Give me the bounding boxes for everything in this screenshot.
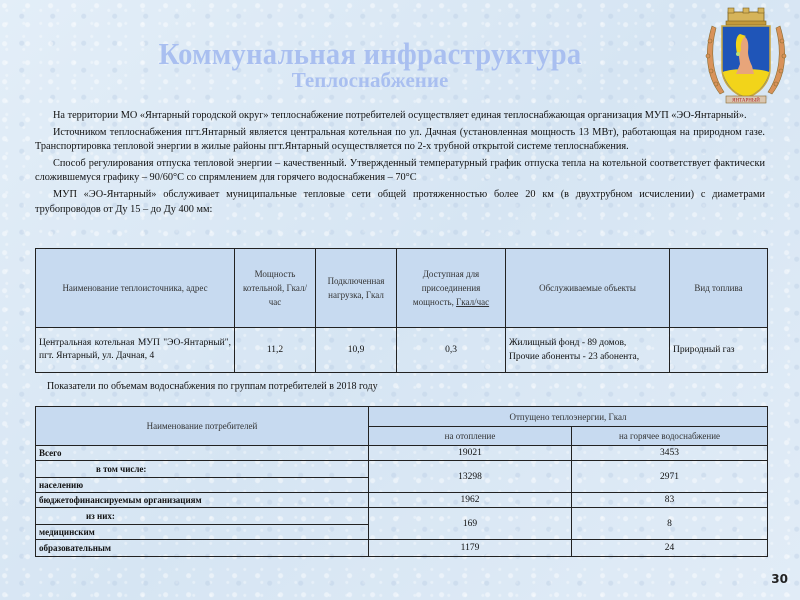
cell-heating: 169 bbox=[369, 508, 572, 540]
cell-capacity: 11,2 bbox=[235, 328, 316, 373]
header-available-unit: Гкал/час bbox=[456, 297, 490, 307]
header-fuel: Вид топлива bbox=[670, 249, 768, 328]
table-row bbox=[36, 446, 768, 461]
page-subtitle: Теплоснабжение bbox=[291, 68, 449, 92]
cell-hot-water: 3453 bbox=[572, 446, 768, 461]
cell-heating: 1962 bbox=[369, 493, 572, 508]
cell-load: 10,9 bbox=[316, 328, 397, 373]
objects-line: Прочие абоненты - 23 абонента, bbox=[509, 352, 640, 362]
intro-paragraph: На территории МО «Янтарный городской округ» теплоснабжение потребителей осуществляет единая теплоснабжающая организация МУП «ЭО-Янтарный». bbox=[53, 110, 747, 121]
cell-available: 0,3 bbox=[397, 328, 506, 373]
table-row bbox=[36, 461, 768, 478]
table-header-row bbox=[36, 249, 768, 328]
intro-paragraph: МУП «ЭО-Янтарный» обслуживает муниципальные тепловые сети общей протяженностью более 20 км (в двухтрубном исчислении) с диаметрами трубопроводов от Ду 15 – до Ду 400 мм: bbox=[35, 188, 765, 215]
cell-hot-water: 83 bbox=[572, 493, 768, 508]
consumption-table bbox=[35, 406, 768, 557]
cell-consumer: бюджетофинансируемым организациям bbox=[36, 493, 369, 508]
crest-label: ЯНТАРНЫЙ bbox=[732, 98, 760, 104]
table-row bbox=[36, 328, 768, 373]
cell-objects bbox=[506, 328, 670, 373]
objects-line: Жилищный фонд - 89 домов, bbox=[509, 338, 627, 348]
page-title: Коммунальная инфраструктура bbox=[158, 36, 582, 71]
header-heating: на отопление bbox=[369, 427, 572, 446]
cell-consumer: из них: bbox=[36, 508, 369, 525]
cell-source-name: Центральная котельная МУП "ЭО-Янтарный", пгт. Янтарный, ул. Дачная, 4 bbox=[36, 328, 235, 373]
header-available-label: Доступная для присоединения мощность, bbox=[412, 269, 481, 307]
cell-consumer: в том числе: bbox=[36, 461, 369, 478]
cell-hot-water: 24 bbox=[572, 540, 768, 557]
table-header-row bbox=[36, 407, 768, 427]
heat-source-table bbox=[35, 248, 768, 373]
intro-text bbox=[35, 109, 765, 219]
table-row bbox=[36, 540, 768, 557]
page-number: 30 bbox=[771, 572, 788, 586]
cell-heating: 1179 bbox=[369, 540, 572, 557]
table-row bbox=[36, 493, 768, 508]
cell-consumer: образовательным bbox=[36, 540, 369, 557]
cell-heating: 13298 bbox=[369, 461, 572, 493]
header-available bbox=[397, 249, 506, 328]
header-source-name: Наименование теплоисточника, адрес bbox=[36, 249, 235, 328]
header-objects: Обслуживаемые объекты bbox=[506, 249, 670, 328]
cell-consumer: медицинским bbox=[36, 525, 369, 540]
header-load: Подключенная нагрузка, Гкал bbox=[316, 249, 397, 328]
header-hot-water: на горячее водоснабжение bbox=[572, 427, 768, 446]
cell-consumer: Всего bbox=[36, 446, 369, 461]
cell-fuel: Природный газ bbox=[670, 328, 768, 373]
cell-hot-water: 2971 bbox=[572, 461, 768, 493]
cell-heating: 19021 bbox=[369, 446, 572, 461]
cell-consumer: населению bbox=[36, 478, 369, 493]
consumption-caption: Показатели по объемам водоснабжения по группам потребителей в 2018 году bbox=[47, 381, 378, 392]
intro-paragraph: Способ регулирования отпуска тепловой энергии – качественный. Утвержденный температурный график отпуска тепла на котельной соответствует фактически сложившемуся графику – 90/60°С со спрямлением для горячего водоснабжения – 70°С bbox=[35, 157, 765, 184]
cell-hot-water: 8 bbox=[572, 508, 768, 540]
intro-paragraph: Источником теплоснабжения пгт.Янтарный является центральная котельная по ул. Дачная (установленная мощность 13 МВт), работающая на природном газе. Транспортировка тепловой энергии в жилые районы пгт.Янтарный осуществляется по 2-х трубной открытой системе теплоснабжения. bbox=[35, 126, 765, 153]
header-capacity: Мощность котельной, Гкал/час bbox=[235, 249, 316, 328]
coat-of-arms-icon bbox=[702, 6, 790, 106]
table-row bbox=[36, 508, 768, 525]
header-heat-released: Отпущено теплоэнергии, Гкал bbox=[369, 407, 768, 427]
header-consumer-name: Наименование потребителей bbox=[36, 407, 369, 446]
